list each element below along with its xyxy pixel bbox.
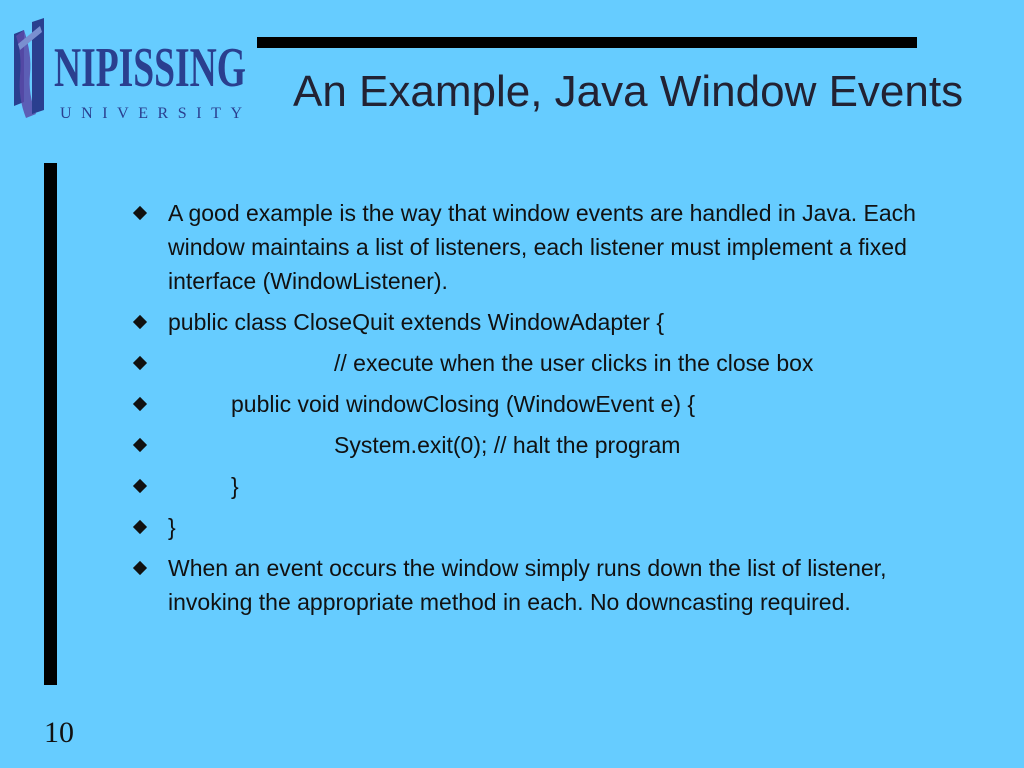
diamond-bullet-icon [133, 479, 147, 493]
diamond-bullet-icon [133, 315, 147, 329]
bullet-text: // execute when the user clicks in the close box [334, 350, 814, 376]
bullet-text: A good example is the way that window events are handled in Java. Each window maintains a list of listeners, each listener must implement a fixed interface (WindowListener). [168, 200, 923, 294]
diamond-bullet-icon [133, 438, 147, 452]
bullet-text: System.exit(0); // halt the program [334, 432, 681, 458]
top-divider [257, 37, 917, 48]
bullet-item [133, 387, 963, 421]
side-divider [44, 163, 57, 685]
bullet-text: } [231, 473, 239, 499]
nipissing-university-logo [10, 14, 250, 126]
slide-title: An Example, Java Window Events [293, 67, 964, 116]
bullet-list [133, 196, 963, 626]
bullet-item [133, 428, 963, 462]
diamond-bullet-icon [133, 520, 147, 534]
bullet-text: public class CloseQuit extends WindowAdapter { [168, 309, 665, 335]
bullet-item [133, 196, 963, 298]
bullet-item [133, 469, 963, 503]
bullet-item [133, 510, 963, 544]
bullet-item [133, 305, 963, 339]
bullet-item [133, 346, 963, 380]
diamond-bullet-icon [133, 206, 147, 220]
page-number: 10 [44, 716, 74, 749]
bullet-text: When an event occurs the window simply runs down the list of listener, invoking the appropriate method in each. No downcasting required. [168, 555, 893, 615]
diamond-bullet-icon [133, 356, 147, 370]
bullet-text: } [168, 514, 176, 540]
bullet-text: public void windowClosing (WindowEvent e) { [231, 391, 696, 417]
diamond-bullet-icon [133, 561, 147, 575]
bullet-item [133, 551, 963, 619]
logo-wordmark: NIPISSING [54, 37, 246, 99]
logo-subtitle: UNIVERSITY [60, 105, 242, 122]
logo-mark-icon [14, 18, 44, 118]
diamond-bullet-icon [133, 397, 147, 411]
